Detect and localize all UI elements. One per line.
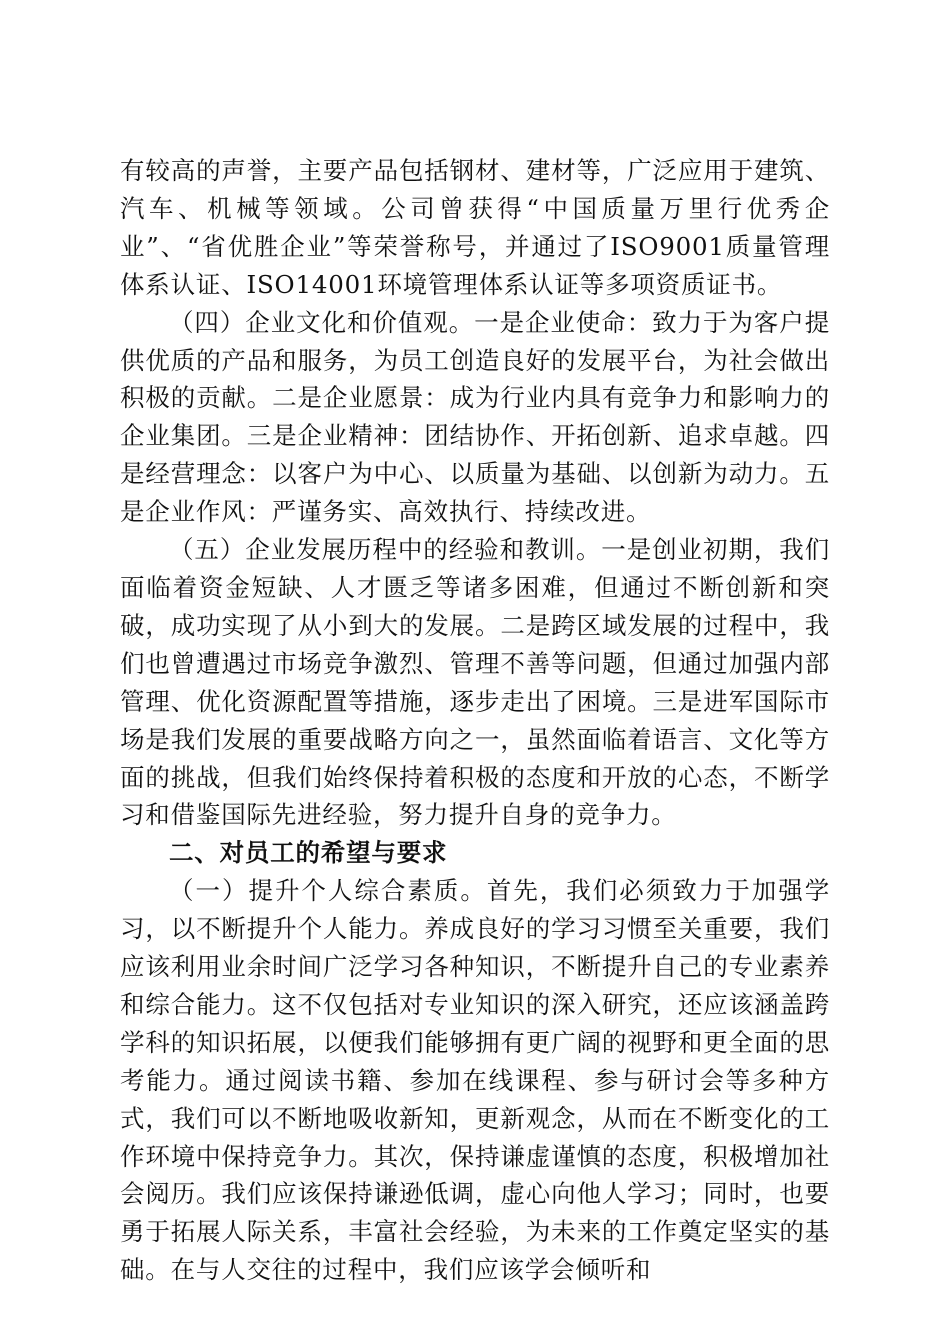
paragraph-development-lessons: （五）企业发展历程中的经验和教训。一是创业初期，我们面临着资金短缺、人才匮乏等诸多困难，但通过不断创新和突破，成功实现了从小到大的发展。二是跨区域发展的过程中，我们也曾遭遇过市场竞争激烈、管理不善等问题，但通过加强内部管理、优化资源配置等措施，逐步走出了困境。三是进军国际市场是我们发展的重要战略方向之一，虽然面临着语言、文化等方面的挑战，但我们始终保持着积极的态度和开放的心态，不断学习和借鉴国际先进经验，努力提升自身的竞争力。 <box>120 535 830 830</box>
paragraph-continuation: 有较高的声誉，主要产品包括钢材、建材等，广泛应用于建筑、汽车、机械等领域。公司曾获得“中国质量万里行优秀企业”、“省优胜企业”等荣誉称号，并通过了ISO9001质量管理体系认证、ISO14001环境管理体系认证等多项资质证书。 <box>120 156 830 299</box>
paragraph-personal-quality: （一）提升个人综合素质。首先，我们必须致力于加强学习，以不断提升个人能力。养成良好的学习习惯至关重要，我们应该利用业余时间广泛学习各种知识，不断提升自己的专业素养和综合能力。这不仅包括对专业知识的深入研究，还应该涵盖跨学科的知识拓展，以便我们能够拥有更广阔的视野和更全面的思考能力。通过阅读书籍、参加在线课程、参与研讨会等多种方式，我们可以不断地吸收新知，更新观念，从而在不断变化的工作环境中保持竞争力。其次，保持谦虚谨慎的态度，积极增加社会阅历。我们应该保持谦逊低调，虚心向他人学习；同时，也要勇于拓展人际关系，丰富社会经验，为未来的工作奠定坚实的基础。在与人交往的过程中，我们应该学会倾听和 <box>120 876 830 1285</box>
document-body <box>120 152 830 1289</box>
paragraph-corporate-culture: （四）企业文化和价值观。一是企业使命：致力于为客户提供优质的产品和服务，为员工创造良好的发展平台，为社会做出积极的贡献。二是企业愿景：成为行业内具有竞争力和影响力的企业集团。三是企业精神：团结协作、开拓创新、追求卓越。四是经营理念：以客户为中心、以质量为基础、以创新为动力。五是企业作风：严谨务实、高效执行、持续改进。 <box>120 307 830 527</box>
section-heading: 二、对员工的希望与要求 <box>169 838 448 868</box>
